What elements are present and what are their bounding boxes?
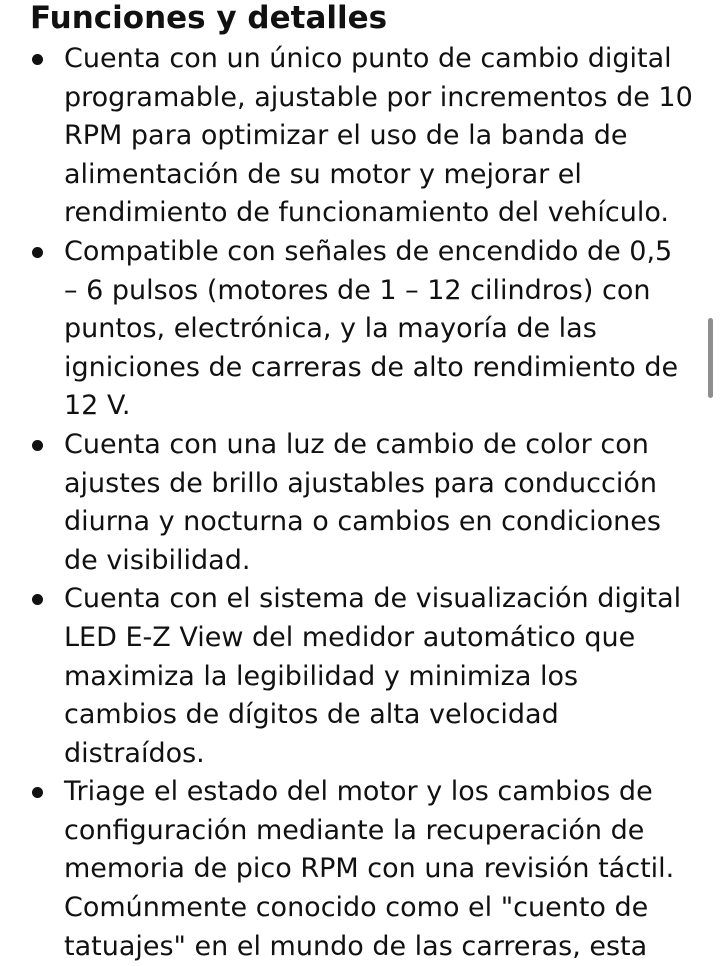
feature-item: [30, 233, 694, 426]
feature-item: [30, 773, 694, 966]
feature-text: Cuenta con el sistema de visualización digital LED E-Z View del medidor automático que maximiza la legibilidad y minimiza los cambios de dígitos de alta velocidad distraídos.: [64, 583, 682, 769]
bullet-icon: [32, 594, 43, 605]
feature-text: Compatible con señales de encendido de 0,5 – 6 pulsos (motores de 1 – 12 cilindros) con puntos, electrónica, y la mayoría de las igniciones de carreras de alto rendimiento de 12 V.: [64, 235, 679, 422]
scroll-indicator[interactable]: [708, 318, 713, 398]
bullet-icon: [32, 440, 43, 451]
feature-text: Cuenta con una luz de cambio de color con ajustes de brillo ajustables para conducción diurna y nocturna o cambios en condiciones de visibilidad.: [64, 428, 661, 576]
feature-item: [30, 580, 694, 773]
feature-item: [30, 426, 694, 580]
bullet-icon: [32, 787, 43, 798]
feature-text: Triage el estado del motor y los cambios de configuración mediante la recuperación de memoria de pico RPM con una revisión táctil. Comúnmente conocido como el "cuento de tatuajes" en el mundo de las carreras, esta: [64, 776, 675, 962]
bullet-icon: [32, 247, 43, 258]
feature-item: [30, 40, 694, 233]
feature-text: Cuenta con un único punto de cambio digital programable, ajustable por incrementos de 10 RPM para optimizar el uso de la banda de alimentación de su motor y mejorar el rendimiento de funcionamiento del vehículo.: [64, 43, 693, 229]
features-section: [30, 0, 694, 966]
feature-list: [30, 40, 694, 966]
section-title: Funciones y detalles: [30, 0, 388, 36]
bullet-icon: [32, 54, 43, 65]
